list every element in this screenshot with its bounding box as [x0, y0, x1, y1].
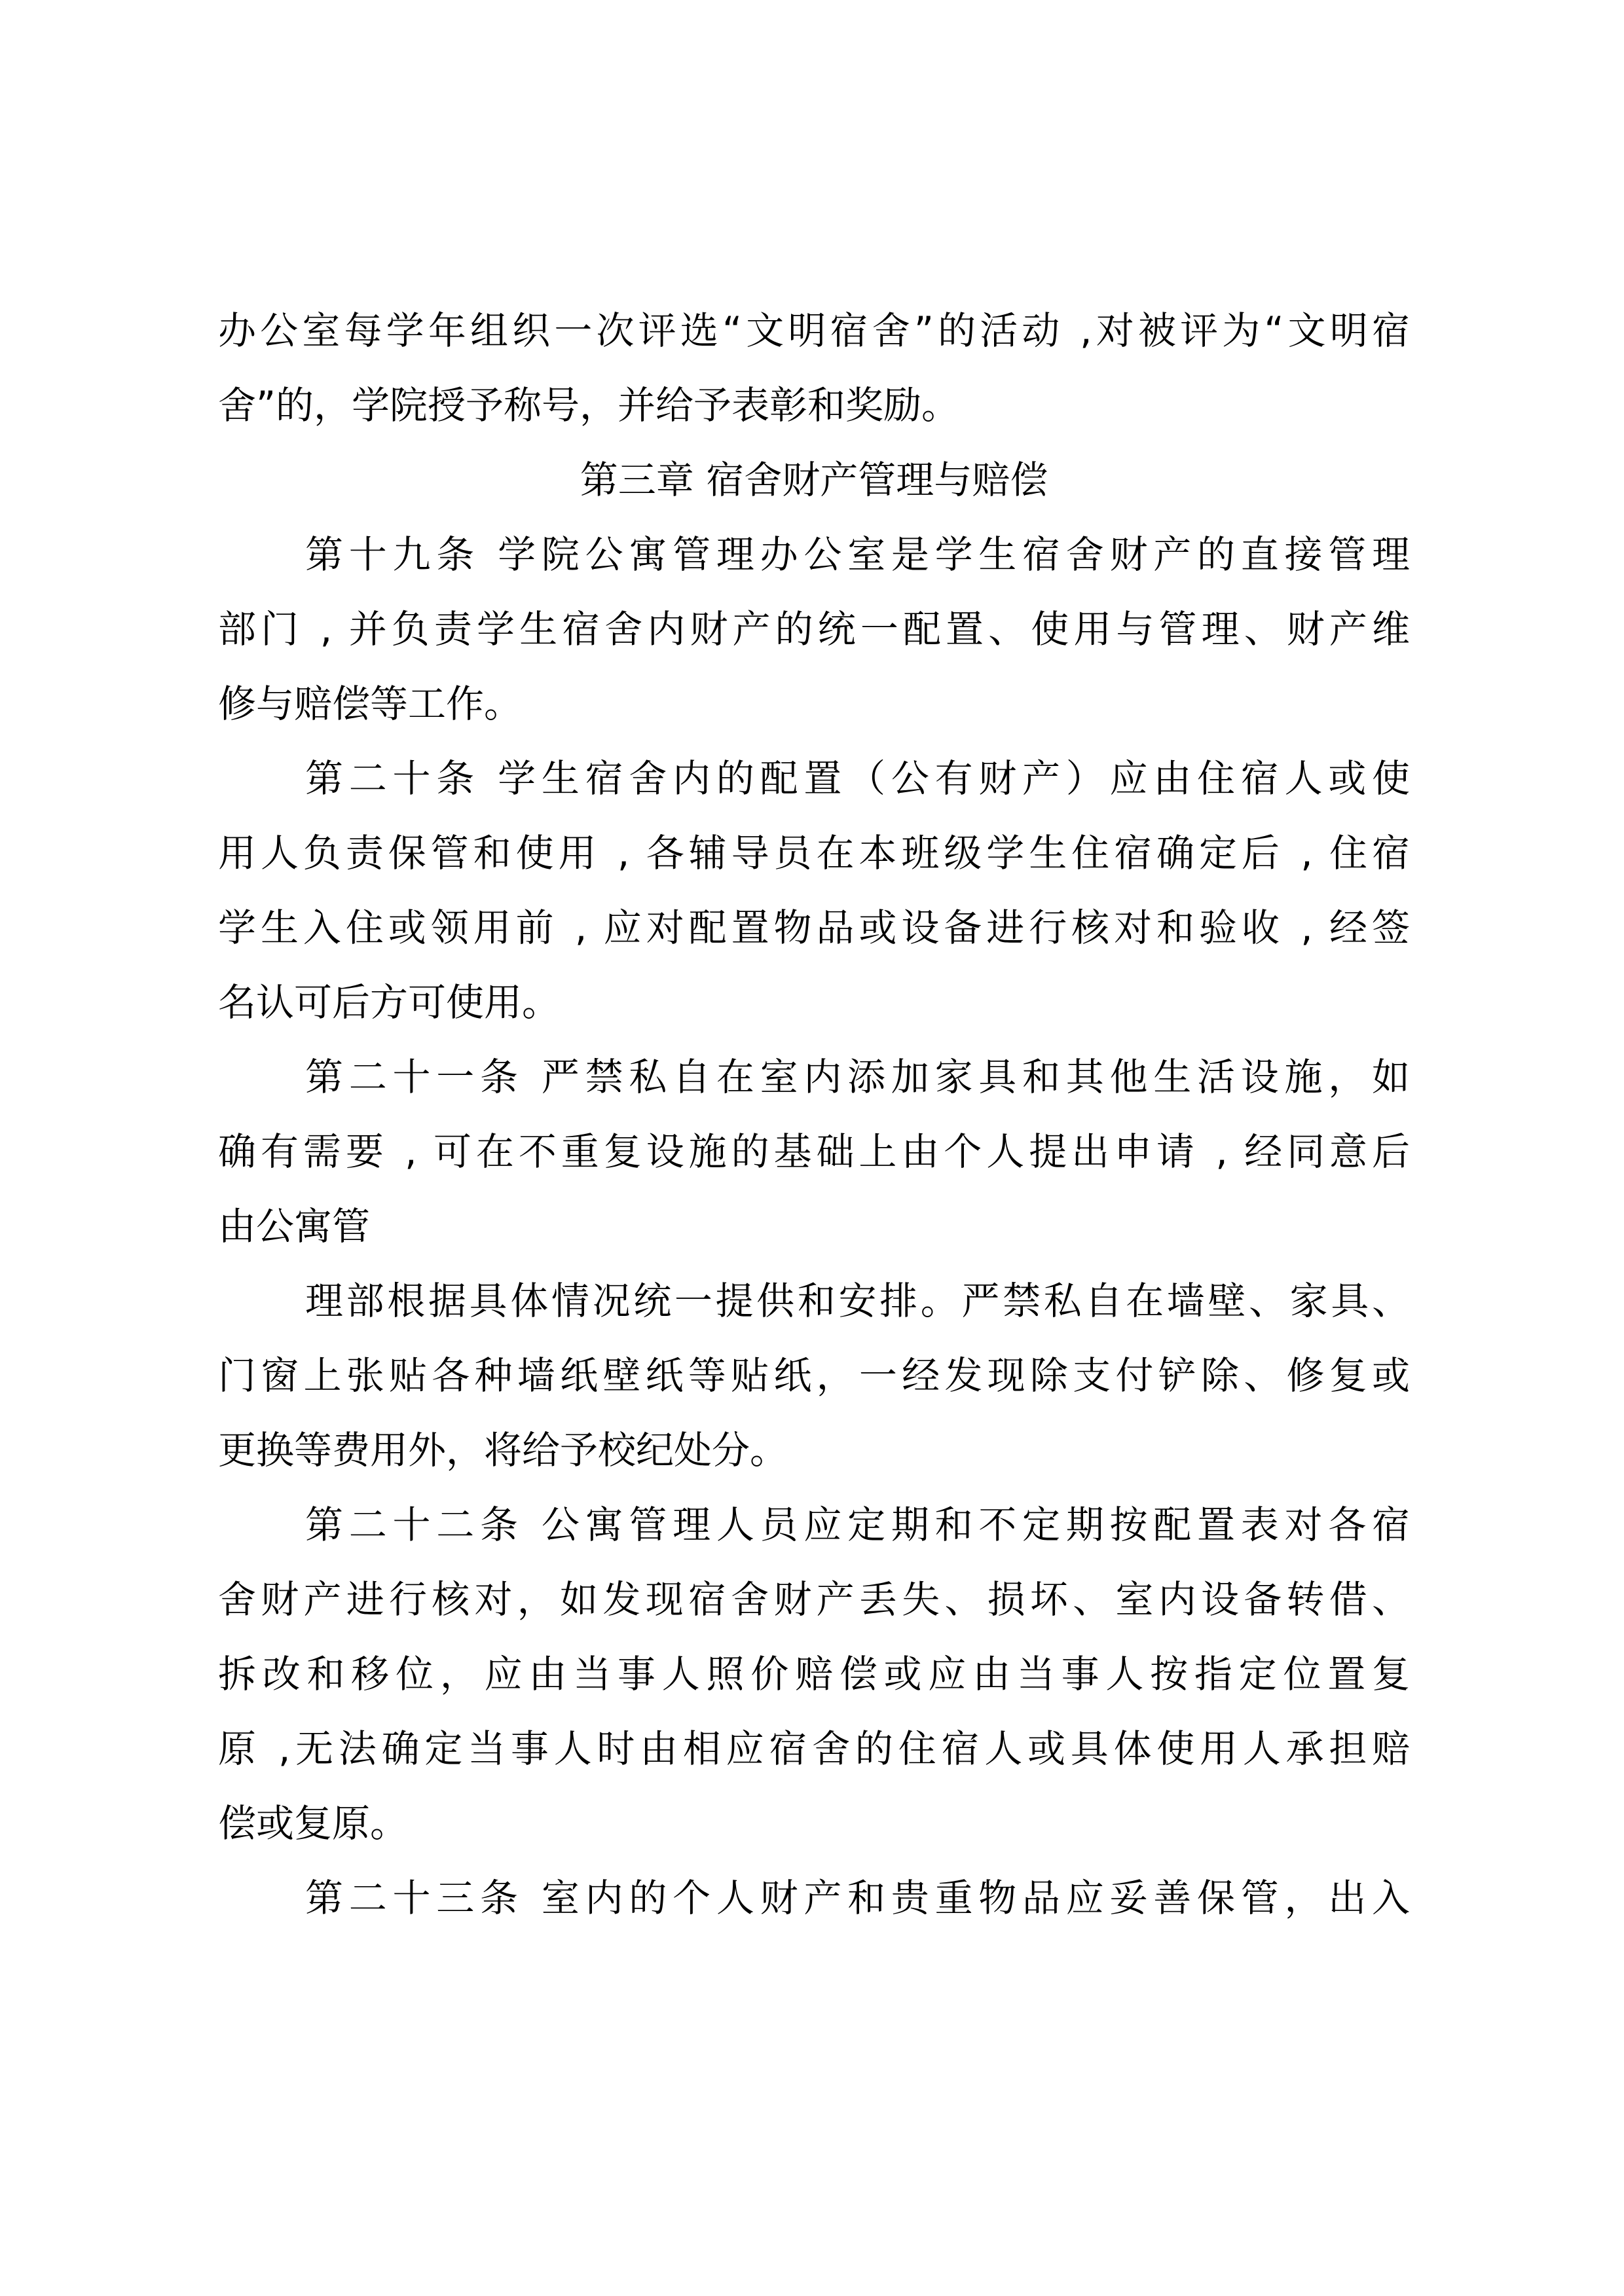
text-line: 名认可后方可使用。 — [218, 980, 561, 1025]
text-line: 原 ,无法确定当事人时由相应宿舍的住宿人或具体使用人承担赔 — [218, 1726, 1410, 1771]
text-line: 办公室每学年组织一次评选“文明宿舍”的活动 ,对被评为“文明宿 — [218, 308, 1410, 353]
article-start-line: 第二十一条 严禁私自在室内添加家具和其他生活设施，如 — [305, 1055, 1410, 1099]
text-line: 理部根据具体情况统一提供和安排。严禁私自在墙壁、家具、 — [305, 1279, 1410, 1323]
text-line: 舍财产进行核对，如发现宿舍财产丢失、损坏、室内设备转借、 — [218, 1577, 1410, 1622]
text-line: 偿或复原。 — [218, 1801, 409, 1846]
text-line: 拆改和移位，应由当事人照价赔偿或应由当事人按指定位置复 — [218, 1652, 1410, 1696]
chapter-heading: 第三章 宿舍财产管理与赔偿 — [580, 458, 1048, 502]
text-line: 舍”的，学院授予称号，并给予表彰和奖励。 — [218, 383, 960, 428]
text-line: 用人负责保管和使用 , 各辅导员在本班级学生住宿确定后 , 住宿 — [218, 831, 1410, 875]
text-line: 确有需要 , 可在不重复设施的基础上由个人提出申请 , 经同意后 — [218, 1129, 1410, 1174]
text-line: 由公寓管 — [218, 1204, 371, 1248]
text-line: 部门 , 并负责学生宿舍内财产的统一配置、使用与管理、财产维 — [218, 607, 1410, 651]
text-line: 门窗上张贴各种墙纸壁纸等贴纸，一经发现除支付铲除、修复或 — [218, 1353, 1410, 1398]
article-start-line: 第二十条 学生宿舍内的配置（公有财产）应由住宿人或使 — [305, 756, 1410, 801]
article-start-line: 第二十二条 公寓管理人员应定期和不定期按配置表对各宿 — [305, 1503, 1410, 1547]
text-line: 学生入住或领用前 , 应对配置物品或设备进行核对和验收 , 经签 — [218, 905, 1410, 950]
article-start-line: 第十九条 学院公寓管理办公室是学生宿舍财产的直接管理 — [305, 532, 1410, 577]
text-line: 更换等费用外，将给予校纪处分。 — [218, 1428, 788, 1472]
text-line: 修与赔偿等工作。 — [218, 682, 523, 726]
article-start-line: 第二十三条 室内的个人财产和贵重物品应妥善保管，出入 — [305, 1876, 1410, 1920]
